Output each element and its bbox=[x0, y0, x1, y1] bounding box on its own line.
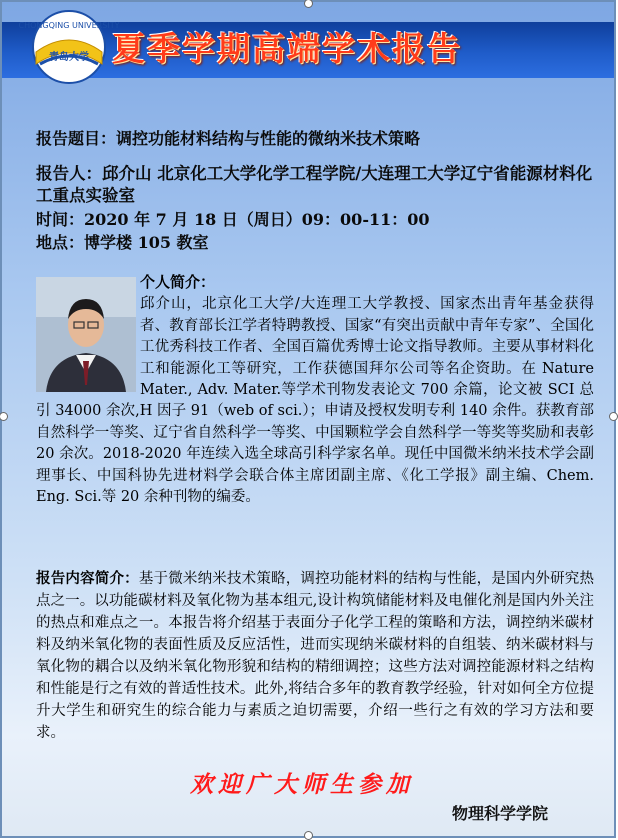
university-logo bbox=[18, 8, 120, 86]
speaker-bio bbox=[36, 272, 594, 508]
logo-name: 青岛大学 bbox=[49, 52, 89, 63]
talk-place: 地点：博学楼 105 教室 bbox=[36, 233, 209, 252]
abstract-text: 基于微米纳米技术策略，调控功能材料的结构与性能，是国内外研究热点之一。以功能碳材料及氧化物为基本组元,设计构筑储能材料及电催化剂是国内外关注的热点和难点之一。本报告将介绍基于表面分子化学工程的策略和方法，调控纳米碳材料及纳米氧化物的表面性质及反应活性，进而实现纳米碳材料的自组装、纳米碳材料与氧化物的耦合以及纳米氧化物形貌和结构的精细调控；这些方法对调控能源材料之结构和性能是行之有效的普适性技术。此外,将结合多年的教育教学经验，针对如何全方位提升大学生和研究生的综合能力与素质之迫切需要，介绍一些行之有效的学习方法和要求。 bbox=[36, 571, 595, 741]
poster-title: 夏季学期高端学术报告 bbox=[112, 29, 462, 68]
bio-text: 邱介山，北京化工大学/大连理工大学教授、国家杰出青年基金获得者、教育部长江学者特聘教授、国家“有突出贡献中青年专家”、全国化工优秀科技工作者、全国百篇优秀博士论文指导教师。主要从事材料化工和能源化工等研究，工作获德国拜尔公司等名企资助。在 Nature Mater., Adv. Mater.等学术刊物发表论文 700 余篇，论文被 SCI 总引 34000 余次,H 因子 91（web of sci.）；申请及授权发明专利 140 余件。获教育部自然科学一等奖、辽宁省自然科学一等奖、中国颗粒学会自然科学一等奖等奖励和表彰 20 余次。2018-2020 年连续入选全球高引科学家名单。现任中国微米纳米技术学会副理事长、中国科协先进材料学会联合体主席团副主席、《化工学报》副主编、Chem. Eng. Sci.等 20 余种刊物的编委。 bbox=[36, 296, 594, 506]
talk-time: 时间：2020 年 7 月 18 日（周日）09：00-11：00 bbox=[36, 210, 430, 229]
talk-speaker: 报告人：邱介山 北京化工大学化学工程学院/大连理工大学辽宁省能源材料化工重点实验室 bbox=[36, 164, 593, 205]
abstract-title: 报告内容简介： bbox=[36, 570, 139, 587]
bio-title: 个人简介： bbox=[140, 273, 216, 291]
logo-text: CHONGQING UNIVERSITY bbox=[18, 21, 120, 30]
selection-handle-left[interactable] bbox=[0, 412, 8, 421]
selection-handle-bottom[interactable] bbox=[304, 831, 313, 840]
selection-handle-right[interactable] bbox=[609, 412, 618, 421]
welcome-slogan: 欢迎广大师生参加 bbox=[190, 771, 414, 798]
talk-abstract bbox=[36, 568, 594, 744]
poster-header bbox=[2, 2, 614, 90]
organizer: 物理科学学院 bbox=[452, 804, 549, 823]
talk-topic: 报告题目：调控功能材料结构与性能的微纳米技术策略 bbox=[36, 129, 421, 148]
